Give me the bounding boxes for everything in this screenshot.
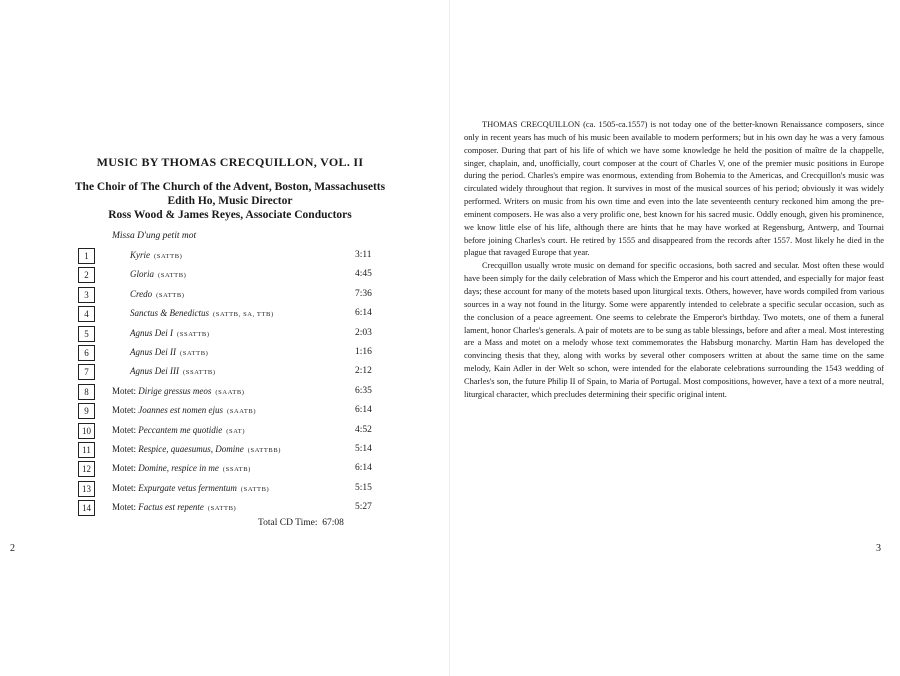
track-number: 9 bbox=[78, 403, 95, 419]
track-title bbox=[130, 250, 182, 260]
track-row bbox=[78, 423, 378, 442]
track-time: 4:45 bbox=[355, 269, 372, 280]
track-name: Expurgate vetus fermentum bbox=[138, 482, 237, 493]
total-time bbox=[258, 518, 344, 528]
track-voicing: (SATTB) bbox=[156, 291, 185, 299]
track-voicing: (SATTB) bbox=[240, 485, 270, 493]
track-voicing: (SSATTB) bbox=[183, 369, 216, 377]
paragraph-1: THOMAS CRECQUILLON (ca. 1505-ca.1557) is not today one of the better-known Renaissance composers, since only in recent years has much of his music been available to modern performers; but in his own day he was a very famous composer. During that part of his life of which we have some knowledge he held the position of maître de la chappelle, singer, chaplain, and, unofficially, court composer at the court of Charles V, one of the premier music positions in Europe during the period. Charles's empire was enormous, extending from Bohemia to the Americas, and Crecquillon's music was circulated widely throughout that region. It survives in most of the musical sources of his period; obviously it was widely performed. Writers on music from his own time and even into the late seventeenth century reckoned him among the pre-eminent composers. He was also a very prolific one, best known for his sacred music. Oddly enough, given his prominence, we know little else of his life, although there are hints that he may have worked at Regensburg, Antwerp, and Tournai before joining Charles's court. He retired by 1555 and disappeared from the records after 1557. Most likely he died in the plague that ravaged Europe that year. bbox=[464, 119, 884, 258]
music-director: Edith Ho, Music Director bbox=[167, 195, 293, 207]
track-prefix: Motet: bbox=[112, 385, 136, 396]
track-title bbox=[130, 269, 186, 279]
page-number-right: 3 bbox=[876, 543, 881, 554]
track-voicing: (SATTB) bbox=[154, 253, 183, 260]
track-title bbox=[130, 289, 185, 299]
track-row bbox=[78, 306, 378, 325]
track-time: 7:36 bbox=[355, 288, 372, 299]
track-prefix: Motet: bbox=[112, 443, 136, 454]
track-voicing: (SATTB, SA, TTB) bbox=[212, 311, 274, 319]
track-row bbox=[78, 384, 378, 403]
track-number: 3 bbox=[78, 287, 95, 303]
track-time: 2:12 bbox=[355, 366, 372, 377]
track-voicing: (SSATB) bbox=[222, 466, 251, 474]
track-time: 1:16 bbox=[355, 346, 372, 357]
track-row bbox=[78, 248, 378, 267]
track-name: Gloria bbox=[130, 269, 155, 280]
album-header bbox=[30, 155, 430, 222]
liner-notes bbox=[464, 118, 884, 401]
track-name: Sanctus & Benedictus bbox=[130, 308, 209, 319]
track-time: 6:35 bbox=[355, 385, 372, 396]
track-row bbox=[78, 364, 378, 383]
track-number: 2 bbox=[78, 267, 95, 283]
track-number: 14 bbox=[78, 500, 95, 516]
track-title bbox=[130, 366, 216, 376]
track-row bbox=[78, 287, 378, 306]
track-number: 12 bbox=[78, 461, 95, 477]
track-title bbox=[130, 308, 274, 318]
track-time: 4:52 bbox=[355, 424, 372, 435]
track-number: 8 bbox=[78, 384, 95, 400]
track-time: 3:11 bbox=[355, 250, 372, 260]
track-title bbox=[112, 463, 251, 473]
track-name: Domine, respice in me bbox=[138, 463, 219, 474]
track-name: Agnus Dei III bbox=[130, 366, 179, 377]
paragraph-2: Crecquillon usually wrote music on demand for specific occasions, both sacred and secular. Most often these would have been simply for the daily celebration of Mass which the Emperor and his court attended, and especially for major feast days; these account for many of the motets based upon liturgical texts. Others, however, have words compiled from various sources in a way not found in the liturgy. Some were apparently intended to celebrate a specific secular occasion, such as the conclusion of a peace agreement. One seems to celebrate the Emperor's birthday. Two motets, one of them a funeral lament, honor Charles's generals. A pair of motets are to be sung as table blessings, before and after a meal. Most interesting are a Mass and motet on a melody whose text commemorates the Habsburg monarchy. Martin Ham has developed the convincing thesis that they, along with works by several other composers written at about the same time on the same melody, Kain Adler in der Welt so schon, were intended for the elaborate celebrations surrounding the 1543 wedding of Charles's son, the future Philip II of Spain, to Maria of Portugal. Most compositions, however, have a text of a more neutral, liturgical character, which precludes determining their specific original intent. bbox=[464, 260, 884, 399]
track-time: 6:14 bbox=[355, 405, 372, 416]
track-number: 11 bbox=[78, 442, 95, 458]
track-voicing: (SAATB) bbox=[215, 388, 245, 396]
track-title bbox=[112, 405, 256, 415]
track-prefix: Motet: bbox=[112, 424, 136, 435]
track-voicing: (SATTBB) bbox=[247, 446, 282, 454]
track-row bbox=[78, 500, 378, 519]
track-name: Kyrie bbox=[130, 250, 150, 260]
right-page bbox=[450, 0, 900, 676]
track-number: 1 bbox=[78, 248, 95, 264]
track-voicing: (SATTB) bbox=[158, 272, 187, 280]
track-title bbox=[112, 444, 281, 454]
mass-title: Missa D'ung petit mot bbox=[112, 231, 197, 241]
track-voicing: (SATTB) bbox=[207, 505, 237, 513]
track-name: Agnus Dei I bbox=[130, 327, 173, 338]
track-time: 5:15 bbox=[355, 482, 372, 493]
track-row bbox=[78, 442, 378, 461]
track-name: Dirige gressus meos bbox=[138, 385, 212, 396]
track-title bbox=[112, 502, 236, 512]
track-name: Agnus Dei II bbox=[130, 346, 176, 357]
track-voicing: (SAT) bbox=[226, 427, 246, 435]
track-time: 6:14 bbox=[355, 463, 372, 474]
track-title bbox=[130, 328, 210, 338]
page-number-left: 2 bbox=[10, 543, 15, 554]
choir-name: The Choir of The Church of the Advent, Boston, Massachusetts bbox=[74, 181, 386, 193]
track-voicing: (SSATTB) bbox=[177, 330, 210, 338]
track-voicing: (SAATB) bbox=[226, 408, 257, 416]
album-title: MUSIC BY THOMAS CRECQUILLON, VOL. II bbox=[96, 155, 364, 169]
track-title bbox=[112, 386, 245, 396]
track-number: 10 bbox=[78, 423, 95, 439]
track-name: Respice, quaesumus, Domine bbox=[138, 443, 244, 454]
track-list bbox=[78, 248, 378, 519]
total-time-value: 67:08 bbox=[322, 518, 344, 528]
track-row bbox=[78, 481, 378, 500]
track-row bbox=[78, 403, 378, 422]
track-row bbox=[78, 326, 378, 345]
associate-conductors: Ross Wood & James Reyes, Associate Conductors bbox=[108, 209, 352, 221]
track-row bbox=[78, 345, 378, 364]
track-row bbox=[78, 461, 378, 480]
track-number: 13 bbox=[78, 481, 95, 497]
total-time-label: Total CD Time: bbox=[258, 518, 318, 528]
track-number: 4 bbox=[78, 306, 95, 322]
track-number: 5 bbox=[78, 326, 95, 342]
track-title bbox=[112, 483, 269, 493]
track-number: 6 bbox=[78, 345, 95, 361]
track-title bbox=[130, 347, 208, 357]
track-time: 5:14 bbox=[355, 443, 372, 454]
track-prefix: Motet: bbox=[112, 405, 136, 416]
track-number: 7 bbox=[78, 364, 95, 380]
track-prefix: Motet: bbox=[112, 502, 136, 513]
track-time: 6:14 bbox=[355, 308, 372, 319]
track-row bbox=[78, 267, 378, 286]
track-time: 2:03 bbox=[355, 327, 372, 338]
track-name: Peccantem me quotidie bbox=[138, 424, 223, 435]
track-name: Joannes est nomen ejus bbox=[138, 405, 223, 416]
track-voicing: (SATTB) bbox=[180, 349, 209, 357]
track-prefix: Motet: bbox=[112, 463, 136, 474]
track-time: 5:27 bbox=[355, 502, 372, 513]
track-name: Credo bbox=[130, 288, 153, 299]
track-name: Factus est repente bbox=[138, 502, 204, 513]
track-title bbox=[112, 425, 245, 435]
track-prefix: Motet: bbox=[112, 482, 136, 493]
